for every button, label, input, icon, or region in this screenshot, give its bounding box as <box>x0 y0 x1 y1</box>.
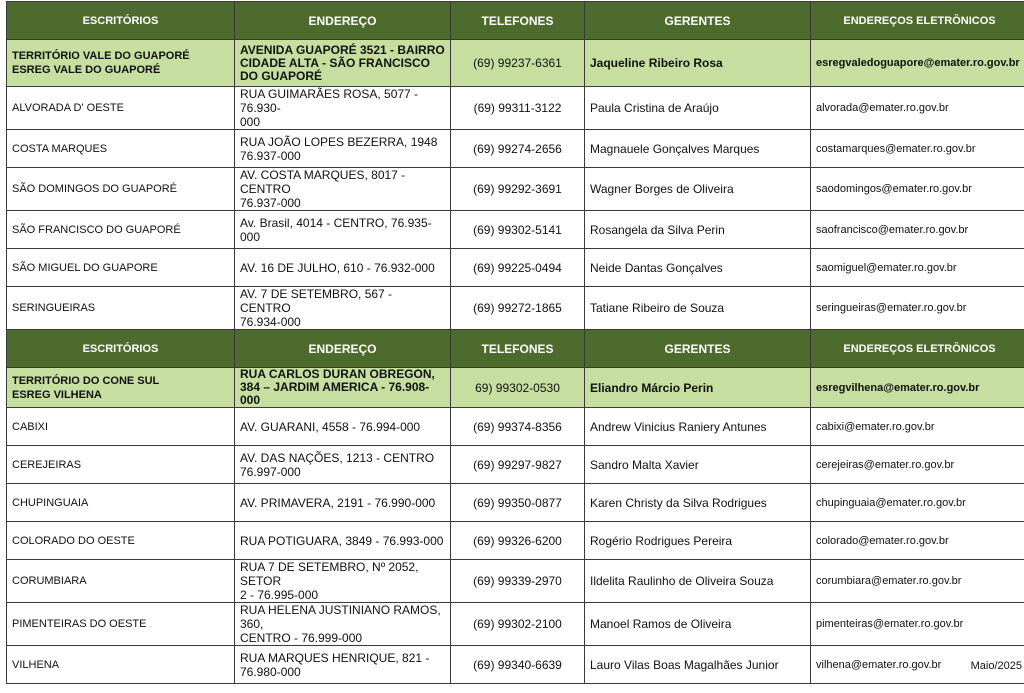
office-name: CEREJEIRAS <box>7 446 235 484</box>
office-phone: (69) 99292-3691 <box>451 168 585 211</box>
office-name: CABIXI <box>7 408 235 446</box>
office-email: chupinguaia@emater.ro.gov.br <box>811 484 1024 522</box>
header-phones: TELEFONES <box>451 2 585 40</box>
office-address-line1: AV. PRIMAVERA, 2191 - 76.990-000 <box>240 495 436 510</box>
table-row <box>7 130 1024 168</box>
office-address <box>235 287 451 330</box>
office-address-line2: 2 - 76.995-000 <box>240 588 319 602</box>
office-manager: Lauro Vilas Boas Magalhães Junior <box>585 646 811 684</box>
header-managers: GERENTES <box>585 330 811 368</box>
office-manager: Wagner Borges de Oliveira <box>585 168 811 211</box>
office-email: colorado@emater.ro.gov.br <box>811 522 1024 560</box>
office-phone: (69) 99339-2970 <box>451 560 585 603</box>
office-address-line1: Av. Brasil, 4014 - CENTRO, 76.935-000 <box>240 215 432 244</box>
office-phone: (69) 99297-9827 <box>451 446 585 484</box>
table-row <box>7 87 1024 130</box>
header-office: ESCRITÓRIOS <box>7 2 235 40</box>
header-managers: GERENTES <box>585 2 811 40</box>
office-phone: (69) 99272-1865 <box>451 287 585 330</box>
office-phone: (69) 99340-6639 <box>451 646 585 684</box>
table-row <box>7 408 1024 446</box>
office-address <box>235 522 451 560</box>
offices-table <box>6 1 1024 684</box>
region-row <box>7 40 1024 87</box>
office-phone: (69) 99311-3122 <box>451 87 585 130</box>
office-name: CORUMBIARA <box>7 560 235 603</box>
office-manager: Rosangela da Silva Perin <box>585 211 811 249</box>
table-row <box>7 287 1024 330</box>
office-phone: (69) 99350-0877 <box>451 484 585 522</box>
office-address <box>235 446 451 484</box>
office-address-line1: AV. GUARANI, 4558 - 76.994-000 <box>240 419 421 434</box>
region-email: esregvilhena@emater.ro.gov.br <box>811 368 1024 408</box>
office-address-line1: RUA MARQUES HENRIQUE, 821 - <box>240 650 430 665</box>
office-address <box>235 87 451 130</box>
table-row <box>7 249 1024 287</box>
office-manager: Paula Cristina de Araújo <box>585 87 811 130</box>
header-phones: TELEFONES <box>451 330 585 368</box>
office-name: VILHENA <box>7 646 235 684</box>
office-address-line2: 76.937-000 <box>240 148 301 163</box>
office-address <box>235 249 451 287</box>
table-row <box>7 522 1024 560</box>
office-email: cerejeiras@emater.ro.gov.br <box>811 446 1024 484</box>
office-phone: (69) 99302-2100 <box>451 603 585 646</box>
office-phone: (69) 99225-0494 <box>451 249 585 287</box>
region-row-2 <box>7 368 1024 408</box>
office-manager: Tatiane Ribeiro de Souza <box>585 287 811 330</box>
region-office <box>7 40 235 87</box>
office-address-line1: AV. 16 DE JULHO, 610 - 76.932-000 <box>240 260 435 275</box>
office-email: saomiguel@emater.ro.gov.br <box>811 249 1024 287</box>
office-phone: (69) 99274-2656 <box>451 130 585 168</box>
office-address-line1: RUA JOÃO LOPES BEZERRA, 1948 <box>240 134 438 149</box>
office-manager: Magnauele Gonçalves Marques <box>585 130 811 168</box>
office-address <box>235 211 451 249</box>
office-address <box>235 168 451 211</box>
office-manager: Rogério Rodrigues Pereira <box>585 522 811 560</box>
table-row <box>7 446 1024 484</box>
office-name: ALVORADA D' OESTE <box>7 87 235 130</box>
office-name: SÃO FRANCISCO DO GUAPORÉ <box>7 211 235 249</box>
office-address-line1: RUA 7 DE SETEMBRO, Nº 2052, SETOR <box>240 560 419 588</box>
office-address-line1: AV. DAS NAÇÕES, 1213 - CENTRO <box>240 450 435 465</box>
office-address-line1: RUA GUIMARÃES ROSA, 5077 - 76.930- <box>240 87 419 115</box>
header-emails: ENDEREÇOS ELETRÔNICOS <box>811 2 1024 40</box>
table-row <box>7 646 1024 684</box>
office-name: SÃO DOMINGOS DO GUAPORÉ <box>7 168 235 211</box>
region-office-line2: ESREG VILHENA <box>12 388 102 401</box>
office-email: cabixi@emater.ro.gov.br <box>811 408 1024 446</box>
office-phone: (69) 99374-8356 <box>451 408 585 446</box>
office-email: vilhena@emater.ro.gov.br <box>811 646 1024 684</box>
office-email: saofrancisco@emater.ro.gov.br <box>811 211 1024 249</box>
office-address-line2: 76.934-000 <box>240 315 301 329</box>
region-phone: (69) 99237-6361 <box>451 40 585 87</box>
region-manager: Eliandro Márcio Perin <box>585 368 811 408</box>
table-row <box>7 603 1024 646</box>
office-name: PIMENTEIRAS DO OESTE <box>7 603 235 646</box>
office-name: SERINGUEIRAS <box>7 287 235 330</box>
region-office-line1: TERRITÓRIO VALE DO GUAPORÉ <box>12 50 190 62</box>
office-manager: Neide Dantas Gonçalves <box>585 249 811 287</box>
table-row <box>7 211 1024 249</box>
table-header-row-2 <box>7 330 1024 368</box>
office-manager: Manoel Ramos de Oliveira <box>585 603 811 646</box>
region-office-line1: TERRITÓRIO DO CONE SUL <box>12 374 160 387</box>
office-manager: Andrew Vinicius Raniery Antunes <box>585 408 811 446</box>
office-address-line1: AV. COSTA MARQUES, 8017 - CENTRO <box>240 168 406 196</box>
office-address-line1: RUA POTIGUARA, 3849 - 76.993-000 <box>240 533 444 548</box>
office-name: COLORADO DO OESTE <box>7 522 235 560</box>
office-email: corumbiara@emater.ro.gov.br <box>811 560 1024 603</box>
office-manager: Karen Christy da Silva Rodrigues <box>585 484 811 522</box>
region-address: RUA CARLOS DURAN OBREGON, 384 – JARDIM AMERICA - 76.908-000 <box>235 368 451 408</box>
office-address <box>235 484 451 522</box>
office-email: costamarques@emater.ro.gov.br <box>811 130 1024 168</box>
office-address-line1: AV. 7 DE SETEMBRO, 567 - CENTRO <box>240 287 393 315</box>
office-address <box>235 130 451 168</box>
office-email: alvorada@emater.ro.gov.br <box>811 87 1024 130</box>
region-address: AVENIDA GUAPORÉ 3521 - BAIRRO CIDADE ALTA - SÃO FRANCISCO DO GUAPORÉ <box>235 40 451 87</box>
header-address: ENDEREÇO <box>235 2 451 40</box>
office-address <box>235 408 451 446</box>
office-address-line2: 76.937-000 <box>240 196 301 210</box>
office-name: CHUPINGUAIA <box>7 484 235 522</box>
offices-table-body <box>7 2 1024 684</box>
office-address <box>235 646 451 684</box>
table-row <box>7 168 1024 211</box>
header-office: ESCRITÓRIOS <box>7 330 235 368</box>
table-header-row <box>7 2 1024 40</box>
office-email: pimenteiras@emater.ro.gov.br <box>811 603 1024 646</box>
office-address <box>235 560 451 603</box>
office-phone: (69) 99302-5141 <box>451 211 585 249</box>
office-name: COSTA MARQUES <box>7 130 235 168</box>
region-office <box>7 368 235 408</box>
region-manager: Jaqueline Ribeiro Rosa <box>585 40 811 87</box>
office-address-line2: 76.980-000 <box>240 664 301 679</box>
region-office-line2: ESREG VALE DO GUAPORÉ <box>12 64 161 76</box>
office-email: saodomingos@emater.ro.gov.br <box>811 168 1024 211</box>
office-phone: (69) 99326-6200 <box>451 522 585 560</box>
office-address-line2: 000 <box>240 115 261 129</box>
office-manager: Ildelita Raulinho de Oliveira Souza <box>585 560 811 603</box>
office-address-line2: CENTRO - 76.999-000 <box>240 631 363 645</box>
header-emails: ENDEREÇOS ELETRÔNICOS <box>811 330 1024 368</box>
office-address <box>235 603 451 646</box>
region-phone: 69) 99302-0530 <box>451 368 585 408</box>
table-row <box>7 484 1024 522</box>
office-email: seringueiras@emater.ro.gov.br <box>811 287 1024 330</box>
table-row <box>7 560 1024 603</box>
footer-date: Maio/2025 <box>970 660 1022 672</box>
office-manager: Sandro Malta Xavier <box>585 446 811 484</box>
office-address-line2: 76.997-000 <box>240 464 301 479</box>
region-email: esregvaledoguapore@emater.ro.gov.br <box>811 40 1024 87</box>
header-address: ENDEREÇO <box>235 330 451 368</box>
office-address-line1: RUA HELENA JUSTINIANO RAMOS, 360, <box>240 603 441 631</box>
office-name: SÃO MIGUEL DO GUAPORE <box>7 249 235 287</box>
